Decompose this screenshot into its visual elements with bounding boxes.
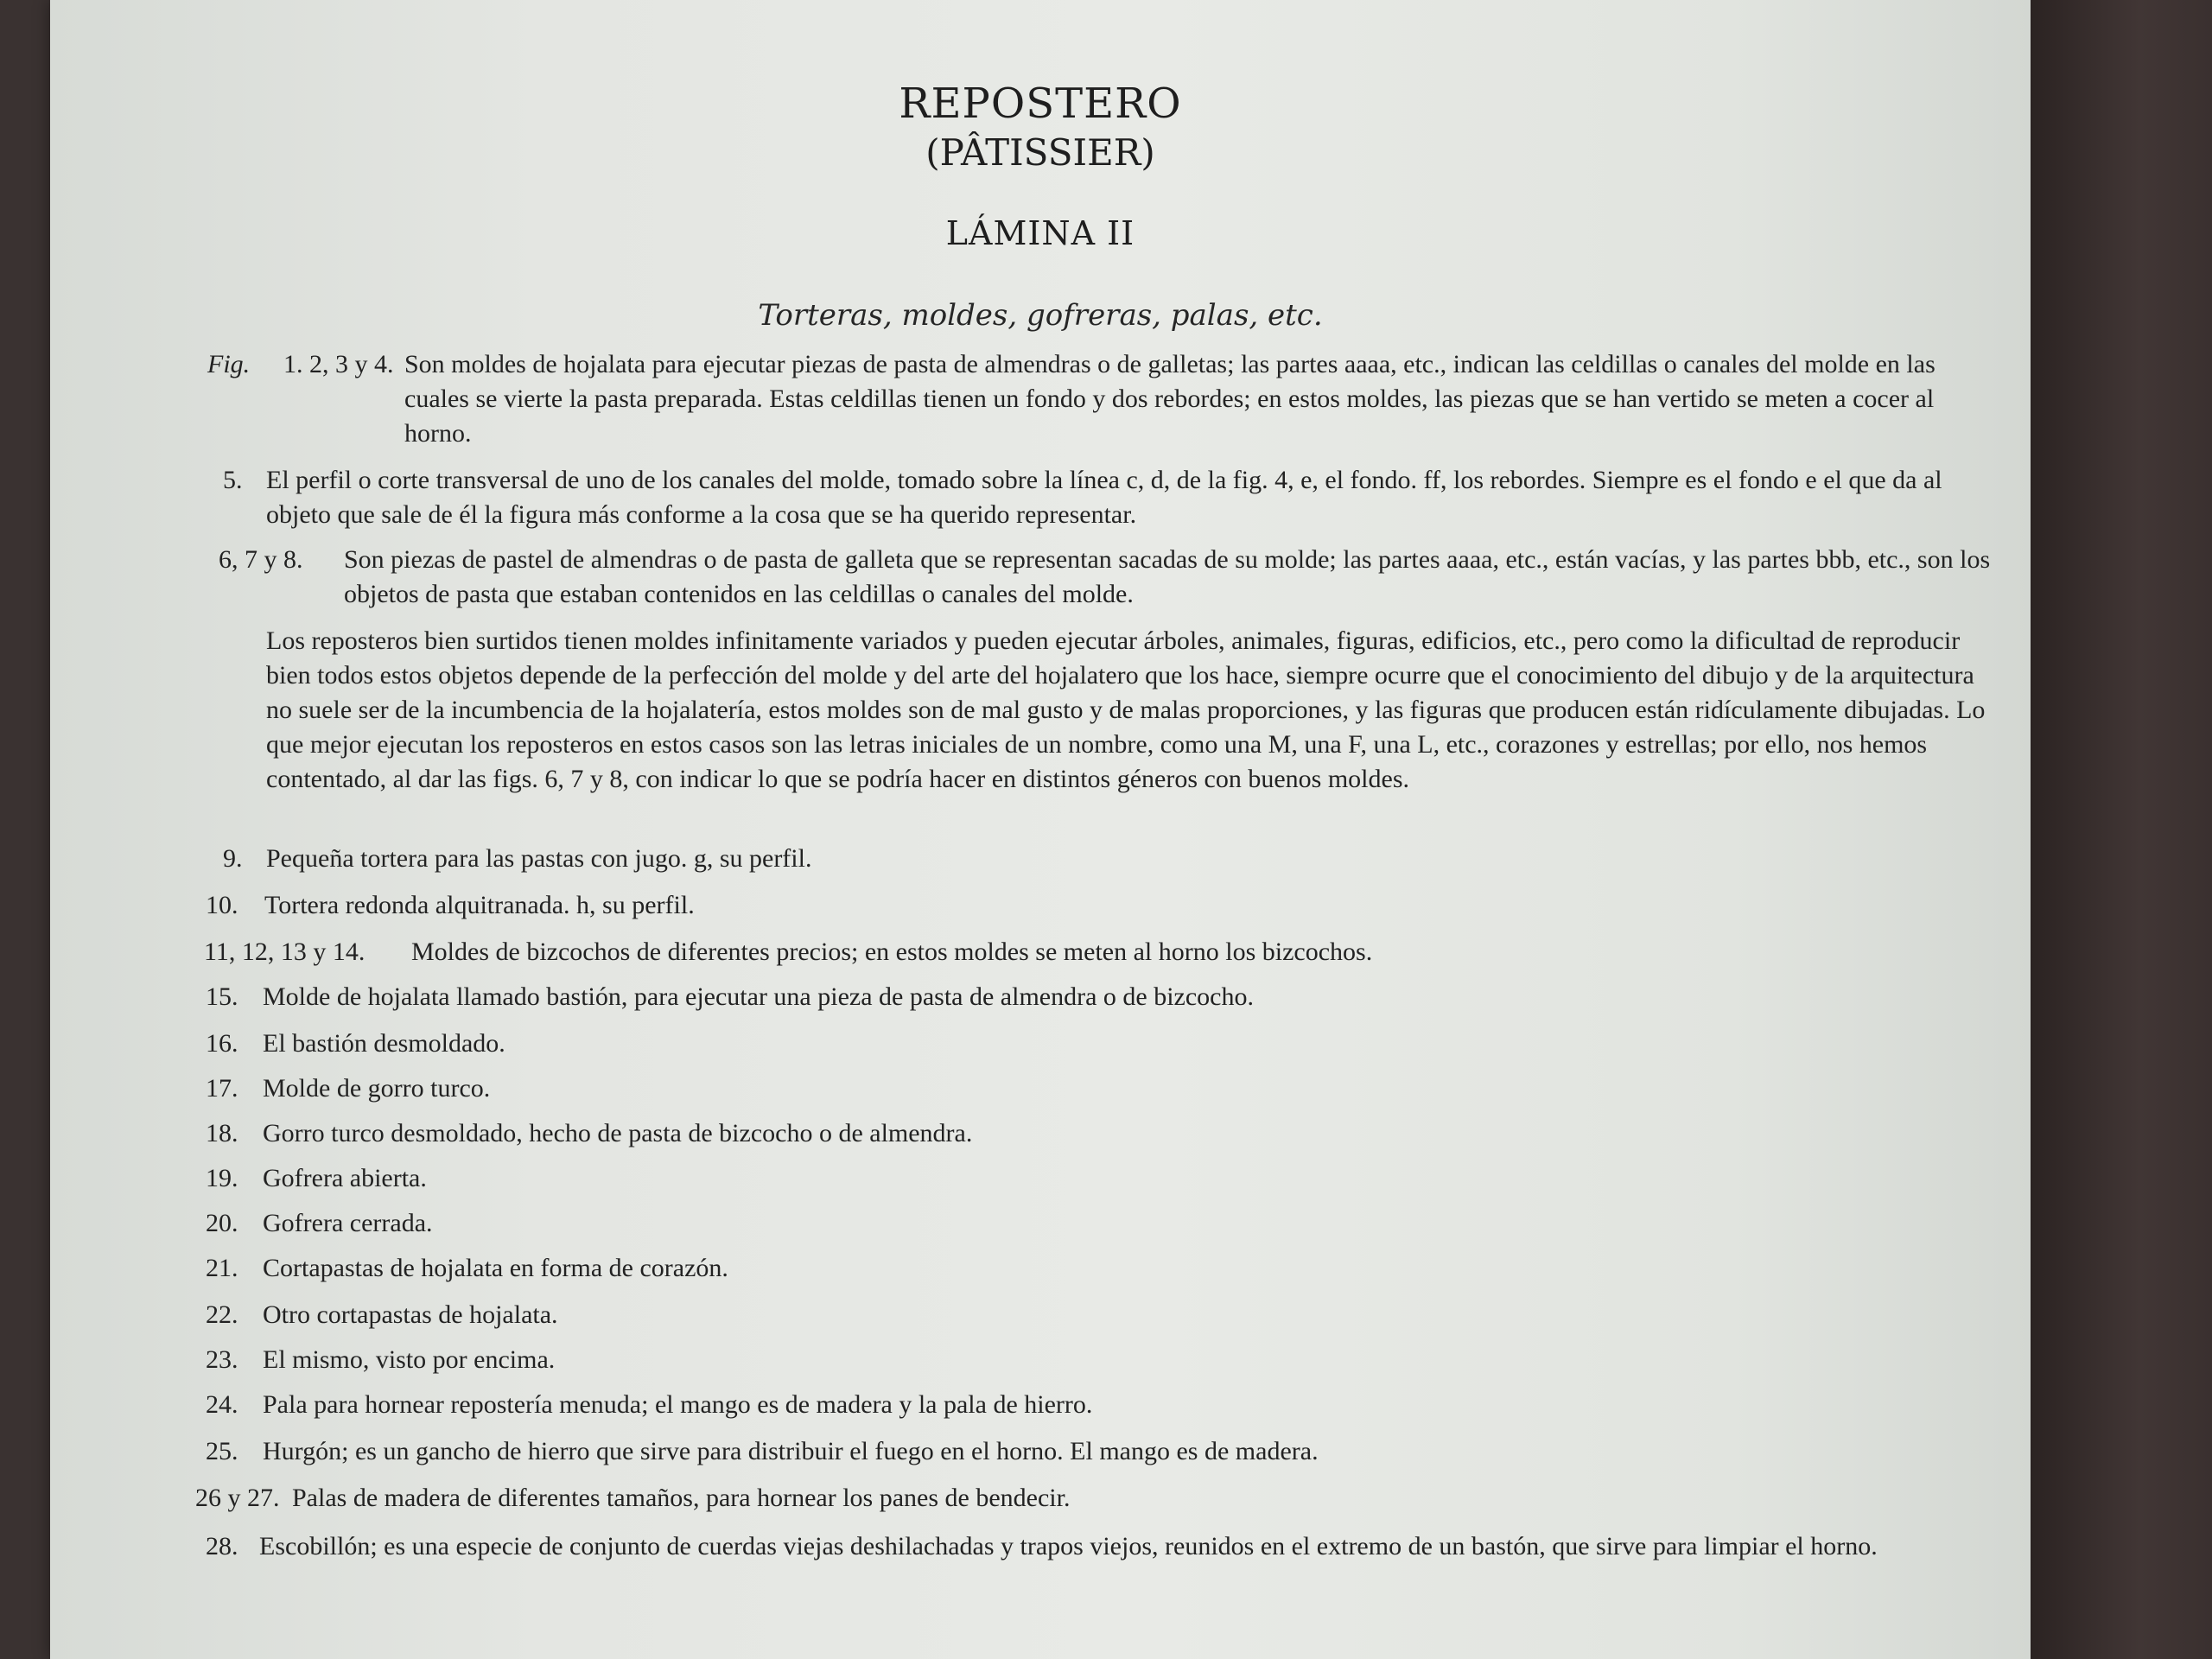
item-text: Gofrera abierta. bbox=[263, 1164, 427, 1192]
item-text: Escobillón; es una especie de conjunto de cuerdas viejas deshilachadas y trapos viejos, reunidos en el extremo de un bastón, que sirve para limpiar el horno. bbox=[259, 1532, 1878, 1560]
item-text: Moldes de bizcochos de diferentes precios; en estos moldes se meten al horno los bizcochos. bbox=[411, 938, 1373, 966]
item-text: Palas de madera de diferentes tamaños, para hornear los panes de bendecir. bbox=[292, 1484, 1071, 1512]
item-number: 15. bbox=[206, 982, 238, 1011]
item-number: 23. bbox=[206, 1345, 238, 1374]
item-text: Son moldes de hojalata para ejecutar piezas de pasta de almendras o de galletas; las partes aaaa, etc., indican las celdillas o canales del molde en las cuales se vierte la pasta preparada. Estas celdillas tienen un fondo y dos rebordes; en estos moldes, las piezas que se han vertido se meten a cocer al horno. bbox=[404, 350, 1936, 448]
item-text: Cortapastas de hojalata en forma de corazón. bbox=[263, 1254, 728, 1282]
document-page bbox=[50, 0, 2031, 1659]
item-text: Gorro turco desmoldado, hecho de pasta de bizcocho o de almendra. bbox=[263, 1119, 973, 1147]
item-number: 25. bbox=[206, 1437, 238, 1465]
item-text: Son piezas de pastel de almendras o de pasta de galleta que se representan sacadas de su molde; las partes aaaa, etc., están vacías, y las partes bbb, etc., son los objetos de pasta que estaban contenidos en las celdillas o canales del molde. bbox=[344, 545, 1991, 608]
item-text: El perfil o corte transversal de uno de los canales del molde, tomado sobre la línea c, d, de la fig. 4, e, el fondo. ff, los rebordes. Siempre es el fondo e el que da al objeto que sale de él la figura más conforme a la cosa que se ha querido representar. bbox=[266, 466, 1942, 529]
item-number: 24. bbox=[206, 1390, 238, 1419]
item-number: 19. bbox=[206, 1164, 238, 1192]
item-number: 20. bbox=[206, 1209, 238, 1237]
item-text: Pequeña tortera para las pastas con jugo. g, su perfil. bbox=[266, 844, 812, 873]
item-number: 21. bbox=[206, 1254, 238, 1282]
plate-heading: LÁMINA II bbox=[945, 214, 1135, 252]
item-number: 26 y 27. bbox=[195, 1484, 280, 1512]
item-text: Tortera redonda alquitranada. h, su perfil. bbox=[264, 891, 695, 919]
item-number: 6, 7 y 8. bbox=[219, 545, 303, 574]
item-number: 9. bbox=[223, 844, 243, 873]
figure-list bbox=[50, 344, 2031, 1640]
item-text: Otro cortapastas de hojalata. bbox=[263, 1300, 558, 1329]
item-text: El bastión desmoldado. bbox=[263, 1029, 505, 1058]
plate-caption: Torteras, moldes, gofreras, palas, etc. bbox=[758, 298, 1323, 333]
item-text: Hurgón; es un gancho de hierro que sirve para distribuir el fuego en el horno. El mango es de madera. bbox=[263, 1437, 1319, 1465]
background-edge bbox=[2031, 0, 2212, 1659]
fig-label: Fig. bbox=[207, 350, 251, 378]
item-text: Gofrera cerrada. bbox=[263, 1209, 433, 1237]
item-text: Molde de hojalata llamado bastión, para ejecutar una pieza de pasta de almendra o de bizcocho. bbox=[263, 982, 1255, 1011]
page-subtitle: (PÂTISSIER) bbox=[925, 131, 1155, 174]
item-number: 5. bbox=[223, 466, 243, 494]
item-number: 10. bbox=[206, 891, 238, 919]
item-number: 18. bbox=[206, 1119, 238, 1147]
item-number: 28. bbox=[206, 1532, 238, 1560]
item-number: 1. 2, 3 y 4. bbox=[283, 350, 394, 378]
item-text: Molde de gorro turco. bbox=[263, 1074, 491, 1103]
item-number: 16. bbox=[206, 1029, 238, 1058]
item-number: 17. bbox=[206, 1074, 238, 1103]
item-text: Los reposteros bien surtidos tienen moldes infinitamente variados y pueden ejecutar árboles, animales, figuras, edificios, etc., pero como la dificultad de reproducir bien todos estos objetos depende de la perfección del molde y del arte del hojalatero que los hace, siempre ocurre que el conocimiento del dibujo y de la arquitectura no suele ser de la incumbencia de la hojalatería, estos moldes son de mal gusto y de malas proporciones, y las figuras que producen están ridículamente dibujadas. Lo que mejor ejecutan los reposteros en estos casos son las letras iniciales de un nombre, como una M, una F, una L, etc., corazones y estrellas; por ello, nos hemos contentado, al dar las figs. 6, 7 y 8, con indicar lo que se podría hacer en distintos géneros con buenos moldes. bbox=[266, 626, 1986, 793]
item-number: 11, 12, 13 y 14. bbox=[204, 938, 365, 966]
item-text: Pala para hornear repostería menuda; el mango es de madera y la pala de hierro. bbox=[263, 1390, 1093, 1419]
item-number: 22. bbox=[206, 1300, 238, 1329]
page-title: REPOSTERO bbox=[899, 79, 1182, 128]
item-text: El mismo, visto por encima. bbox=[263, 1345, 556, 1374]
